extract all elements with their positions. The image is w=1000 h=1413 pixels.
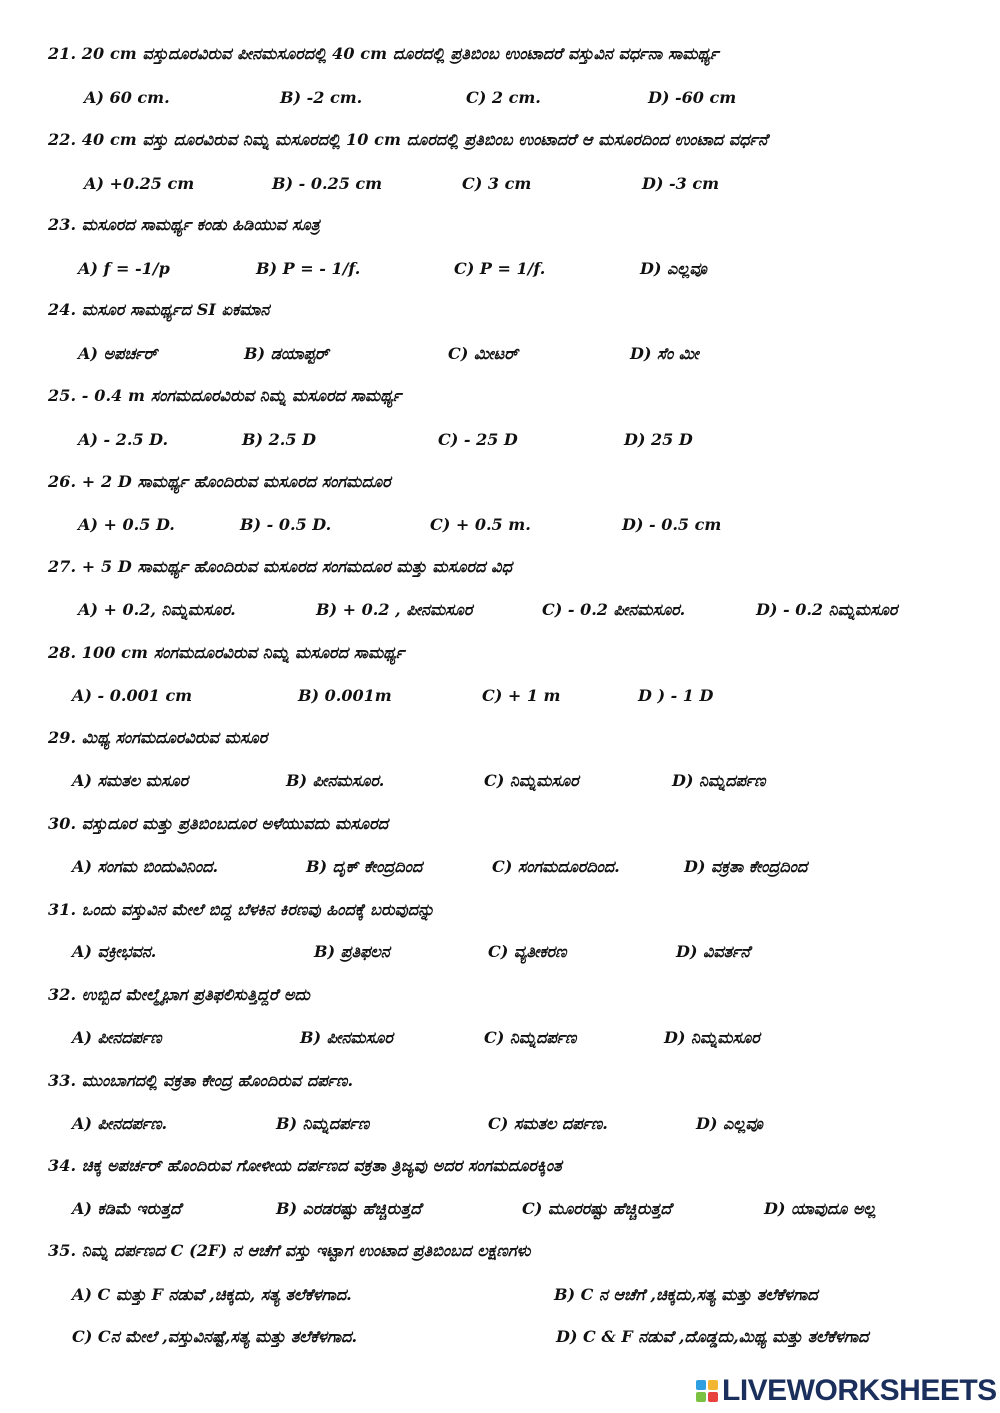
option-31-c[interactable]: C) ವ್ಯತೀಕರಣ — [488, 942, 567, 961]
option-30-c[interactable]: C) ಸಂಗಮದೂರದಿಂದ. — [492, 857, 620, 876]
option-31-d[interactable]: D) ವಿವರ್ತನೆ — [676, 942, 750, 961]
option-35-d[interactable]: D) C & F ನಡುವೆ ,ದೊಡ್ಡದು,ಮಿಥ್ಯ ಮತ್ತು ತಲೆಕೆಳಗಾದ — [556, 1327, 869, 1346]
option-33-d[interactable]: D) ಎಲ್ಲವೂ — [696, 1114, 763, 1133]
option-29-c[interactable]: C) ನಿಮ್ನಮಸೂರ — [484, 771, 579, 790]
question-31: 31. ಒಂದು ವಸ್ತುವಿನ ಮೇಲೆ ಬಿದ್ದ ಬೆಳಕಿನ ಕಿರಣವು ಹಿಂದಕ್ಕೆ ಬರುವುದನ್ನು — [48, 900, 435, 919]
question-33: 33. ಮುಂಬಾಗದಲ್ಲಿ ವಕ್ರತಾ ಕೇಂದ್ರ ಹೊಂದಿರುವ ದರ್ಪಣ. — [48, 1071, 354, 1090]
question-34: 34. ಚಿಕ್ಕ ಅಪರ್ಚರ್ ಹೊಂದಿರುವ ಗೋಳೀಯ ದರ್ಪಣದ ವಕ್ರತಾ ತ್ರಿಜ್ಯವು ಅದರ ಸಂಗಮದೂರಕ್ಕಿಂತ — [48, 1156, 562, 1175]
option-26-a[interactable]: A) + 0.5 D. — [78, 515, 175, 534]
question-30: 30. ವಸ್ತುದೂರ ಮತ್ತು ಪ್ರತಿಬಿಂಬದೂರ ಅಳೆಯುವದು ಮಸೂರದ — [48, 814, 389, 833]
option-28-d[interactable]: D ) - 1 D — [638, 686, 714, 705]
option-33-c[interactable]: C) ಸಮತಲ ದರ್ಪಣ. — [488, 1114, 608, 1133]
option-21-c[interactable]: C) 2 cm. — [466, 88, 541, 107]
question-21: 21. 20 cm ವಸ್ತುದೂರವಿರುವ ಪೀನಮಸೂರದಲ್ಲಿ 40 cm ದೂರದಲ್ಲಿ ಪ್ರತಿಬಿಂಬ ಉಂಟಾದರೆ ವಸ್ತುವಿನ ವರ್ಧನಾ ಸಾಮರ್ಥ್ಯ — [48, 44, 719, 63]
option-31-a[interactable]: A) ವಕ್ರೀಭವನ. — [72, 942, 157, 961]
option-35-b[interactable]: B) C ನ ಆಚೆಗೆ ,ಚಿಕ್ಕದು,ಸತ್ಯ ಮತ್ತು ತಲೆಕೆಳಗಾದ — [554, 1285, 818, 1304]
option-25-d[interactable]: D) 25 D — [624, 430, 693, 449]
option-25-b[interactable]: B) 2.5 D — [242, 430, 316, 449]
option-22-b[interactable]: B) - 0.25 cm — [272, 174, 383, 193]
liveworksheets-logo-text: LIVEWORKSHEETS — [722, 1374, 997, 1407]
logo-square-1 — [696, 1380, 706, 1390]
option-23-a[interactable]: A) f = -1/p — [78, 259, 170, 278]
question-25: 25. - 0.4 m ಸಂಗಮದೂರವಿರುವ ನಿಮ್ನ ಮಸೂರದ ಸಾಮರ್ಥ್ಯ — [48, 386, 402, 405]
option-21-b[interactable]: B) -2 cm. — [280, 88, 363, 107]
option-34-c[interactable]: C) ಮೂರರಷ್ಟು ಹೆಚ್ಚಿರುತ್ತದೆ — [522, 1199, 672, 1218]
option-25-c[interactable]: C) - 25 D — [438, 430, 518, 449]
question-24: 24. ಮಸೂರ ಸಾಮರ್ಥ್ಯದ SI ಏಕಮಾನ — [48, 300, 270, 319]
option-32-c[interactable]: C) ನಿಮ್ನದರ್ಪಣ — [484, 1028, 577, 1047]
question-23: 23. ಮಸೂರದ ಸಾಮರ್ಥ್ಯ ಕಂಡು ಹಿಡಿಯುವ ಸೂತ್ರ — [48, 215, 320, 234]
option-29-a[interactable]: A) ಸಮತಲ ಮಸೂರ — [72, 771, 189, 790]
question-22: 22. 40 cm ವಸ್ತು ದೂರವಿರುವ ನಿಮ್ನ ಮಸೂರದಲ್ಲಿ 10 cm ದೂರದಲ್ಲಿ ಪ್ರತಿಬಿಂಬ ಉಂಟಾದರೆ ಆ ಮಸೂರದಿಂದ ಉಂಟಾದ ವರ್ಧನೆ — [48, 130, 768, 149]
option-25-a[interactable]: A) - 2.5 D. — [78, 430, 169, 449]
option-30-d[interactable]: D) ವಕ್ರತಾ ಕೇಂದ್ರದಿಂದ — [684, 857, 808, 876]
option-27-b[interactable]: B) + 0.2 , ಪೀನಮಸೂರ — [316, 600, 473, 619]
option-23-d[interactable]: D) ಎಲ್ಲವೂ — [640, 259, 707, 278]
logo-square-3 — [696, 1392, 706, 1402]
option-23-c[interactable]: C) P = 1/f. — [454, 259, 546, 278]
option-24-b[interactable]: B) ಡಯಾಪ್ಟರ್ — [244, 344, 329, 363]
option-24-c[interactable]: C) ಮೀಟರ್ — [448, 344, 518, 363]
option-21-a[interactable]: A) 60 cm. — [84, 88, 170, 107]
question-26: 26. + 2 D ಸಾಮರ್ಥ್ಯ ಹೊಂದಿರುವ ಮಸೂರದ ಸಂಗಮದೂರ — [48, 472, 391, 491]
logo-square-4 — [708, 1392, 718, 1402]
option-22-c[interactable]: C) 3 cm — [462, 174, 532, 193]
option-33-b[interactable]: B) ನಿಮ್ನದರ್ಪಣ — [276, 1114, 370, 1133]
option-21-d[interactable]: D) -60 cm — [648, 88, 737, 107]
option-29-d[interactable]: D) ನಿಮ್ನದರ್ಪಣ — [672, 771, 766, 790]
option-26-b[interactable]: B) - 0.5 D. — [240, 515, 332, 534]
question-32: 32. ಉಬ್ಬಿದ ಮೇಲ್ಮೈಭಾಗ ಪ್ರತಿಫಲಿಸುತ್ತಿದ್ದರೆ ಅದು — [48, 985, 310, 1004]
option-24-a[interactable]: A) ಅಪರ್ಚರ್ — [78, 344, 158, 363]
liveworksheets-logo-icon — [696, 1380, 718, 1402]
question-35: 35. ನಿಮ್ನ ದರ್ಪಣದ C (2F) ನ ಆಚೆಗೆ ವಸ್ತು ಇಟ್ಟಾಗ ಉಂಟಾದ ಪ್ರತಿಬಿಂಬದ ಲಕ್ಷಣಗಳು — [48, 1241, 531, 1260]
option-29-b[interactable]: B) ಪೀನಮಸೂರ. — [286, 771, 385, 790]
question-27: 27. + 5 D ಸಾಮರ್ಥ್ಯ ಹೊಂದಿರುವ ಮಸೂರದ ಸಂಗಮದೂರ ಮತ್ತು ಮಸೂರದ ವಿಧ — [48, 557, 513, 576]
option-28-b[interactable]: B) 0.001m — [298, 686, 392, 705]
option-32-a[interactable]: A) ಪೀನದರ್ಪಣ — [72, 1028, 162, 1047]
option-28-c[interactable]: C) + 1 m — [482, 686, 561, 705]
option-23-b[interactable]: B) P = - 1/f. — [256, 259, 361, 278]
option-35-c[interactable]: C) Cನ ಮೇಲೆ ,ವಸ್ತುವಿನಷ್ಟೆ,ಸತ್ಯ ಮತ್ತು ತಲೆಕೆಳಗಾದ. — [72, 1327, 358, 1346]
option-32-d[interactable]: D) ನಿಮ್ನಮಸೂರ — [664, 1028, 760, 1047]
option-27-a[interactable]: A) + 0.2, ನಿಮ್ನಮಸೂರ. — [78, 600, 236, 619]
option-22-a[interactable]: A) +0.25 cm — [84, 174, 195, 193]
option-35-a[interactable]: A) C ಮತ್ತು F ನಡುವೆ ,ಚಿಕ್ಕದು, ಸತ್ಯ ತಲೆಕೆಳಗಾದ. — [72, 1285, 352, 1304]
option-30-b[interactable]: B) ದೃಕ್ ಕೇಂದ್ರದಿಂದ — [306, 857, 423, 876]
option-30-a[interactable]: A) ಸಂಗಮ ಬಿಂದುವಿನಿಂದ. — [72, 857, 219, 876]
option-22-d[interactable]: D) -3 cm — [642, 174, 720, 193]
option-24-d[interactable]: D) ಸೆಂ ಮೀ — [630, 344, 699, 363]
liveworksheets-logo — [696, 1374, 997, 1408]
option-34-d[interactable]: D) ಯಾವುದೂ ಅಲ್ಲ — [764, 1199, 876, 1218]
option-28-a[interactable]: A) - 0.001 cm — [72, 686, 193, 705]
option-31-b[interactable]: B) ಪ್ರತಿಫಲನ — [314, 942, 390, 961]
logo-square-2 — [708, 1380, 718, 1390]
question-29: 29. ಮಿಥ್ಯ ಸಂಗಮದೂರವಿರುವ ಮಸೂರ — [48, 728, 268, 747]
question-28: 28. 100 cm ಸಂಗಮದೂರವಿರುವ ನಿಮ್ನ ಮಸೂರದ ಸಾಮರ್ಥ್ಯ — [48, 643, 405, 662]
option-34-b[interactable]: B) ಎರಡರಷ್ಟು ಹೆಚ್ಚಿರುತ್ತದೆ — [276, 1199, 422, 1218]
option-32-b[interactable]: B) ಪೀನಮಸೂರ — [300, 1028, 393, 1047]
option-26-c[interactable]: C) + 0.5 m. — [430, 515, 531, 534]
option-34-a[interactable]: A) ಕಡಿಮೆ ಇರುತ್ತದೆ — [72, 1199, 182, 1218]
option-26-d[interactable]: D) - 0.5 cm — [622, 515, 722, 534]
option-27-d[interactable]: D) - 0.2 ನಿಮ್ನಮಸೂರ — [756, 600, 898, 619]
option-33-a[interactable]: A) ಪೀನದರ್ಪಣ. — [72, 1114, 168, 1133]
option-27-c[interactable]: C) - 0.2 ಪೀನಮಸೂರ. — [542, 600, 686, 619]
